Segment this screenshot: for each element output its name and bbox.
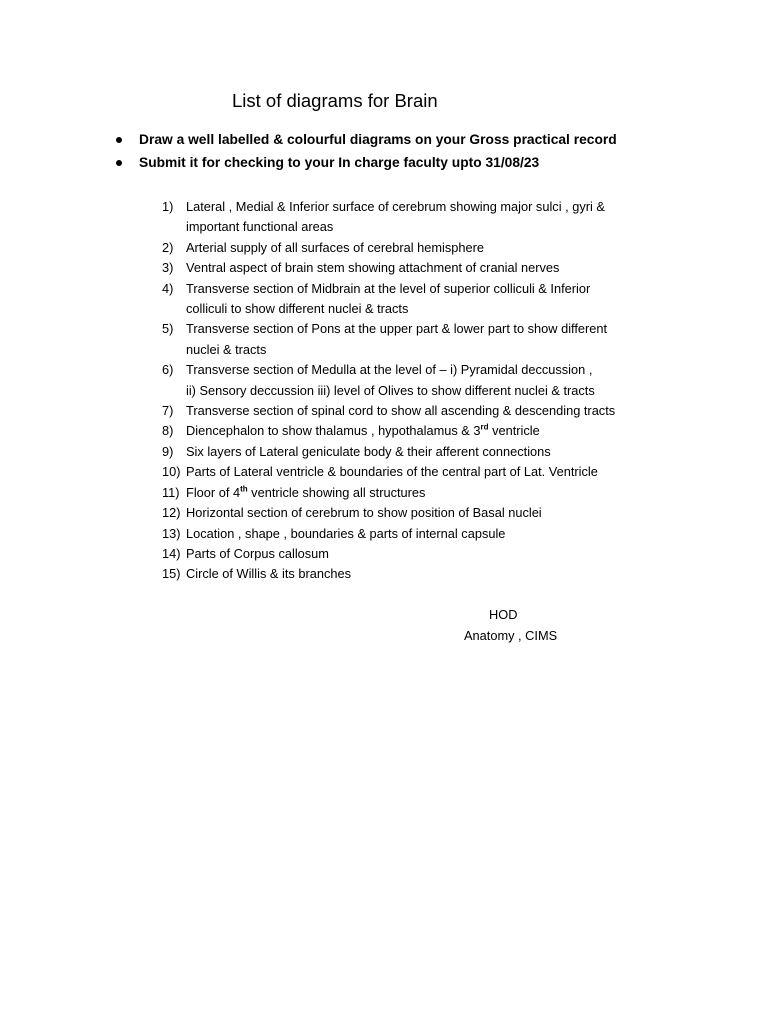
diagram-item-number: 2) — [162, 239, 174, 255]
diagram-item-text — [186, 503, 615, 523]
diagram-item-line — [186, 483, 615, 503]
diagram-item-line: Parts of Lateral ventricle & boundaries of the central part of Lat. Ventricle — [186, 464, 598, 480]
diagram-item-text — [186, 319, 615, 360]
signature-role: HOD — [489, 607, 518, 622]
diagram-item-text — [186, 564, 615, 584]
diagram-list-item — [0, 279, 591, 320]
diagram-item-number: 15) — [162, 566, 181, 582]
diagram-item-line: nuclei & tracts — [186, 341, 267, 357]
diagram-list-item — [0, 401, 616, 421]
diagram-item-line: Transverse section of Pons at the upper part & lower part to show different — [186, 321, 608, 337]
diagram-list-item — [0, 319, 608, 360]
diagram-item-line-end: ventricle showing all structures — [247, 484, 426, 500]
bullet-icon — [116, 160, 122, 166]
diagram-item-line: Arterial supply of all surfaces of cerebral hemisphere — [186, 239, 485, 255]
diagram-item-number: 10) — [162, 464, 181, 480]
diagram-list — [0, 197, 616, 585]
diagram-item-number: 6) — [162, 362, 174, 378]
diagram-item-number: 5) — [162, 321, 174, 337]
diagram-item-number: 14) — [162, 545, 181, 561]
diagram-list-item — [0, 360, 595, 401]
diagram-item-number: 12) — [162, 505, 181, 521]
diagram-item-line: colliculi to show different nuclei & tracts — [186, 301, 409, 317]
diagram-item-line-start: Diencephalon to show thalamus , hypothalamus & 3 — [186, 423, 481, 439]
diagram-item-text — [186, 401, 615, 421]
diagram-list-item — [0, 503, 542, 523]
diagram-item-line: Transverse section of spinal cord to show all ascending & descending tracts — [186, 403, 616, 419]
instruction-text: Draw a well labelled & colourful diagrams on your Gross practical record — [139, 132, 617, 147]
diagram-item-text — [186, 258, 615, 278]
diagram-list-item — [0, 258, 560, 278]
diagram-item-number: 11) — [162, 484, 180, 500]
diagram-list-item — [0, 442, 551, 462]
diagram-item-text — [186, 462, 615, 482]
diagram-item-line: Lateral , Medial & Inferior surface of cerebrum showing major sulci , gyri & — [186, 199, 605, 214]
diagram-item-line: Transverse section of Midbrain at the level of superior colliculi & Inferior — [186, 280, 591, 296]
diagram-list-item — [0, 524, 506, 544]
diagram-list-item — [0, 544, 429, 564]
document-title: List of diagrams for Brain — [232, 90, 438, 111]
diagram-item-text — [186, 279, 615, 320]
diagram-item-line: important functional areas — [186, 219, 334, 235]
diagram-list-item — [0, 462, 598, 482]
diagram-item-text — [186, 238, 615, 258]
diagram-item-text — [186, 524, 615, 544]
diagram-item-number: 8) — [162, 423, 174, 439]
diagram-item-number: 3) — [162, 260, 174, 276]
diagram-list-item — [0, 197, 605, 238]
diagram-item-line-end: ventricle — [488, 423, 540, 439]
diagram-item-number: 9) — [162, 443, 174, 459]
diagram-item-text — [186, 544, 615, 564]
diagram-item-line: Transverse section of Medulla at the level of – i) Pyramidal deccussion , — [186, 362, 593, 378]
diagram-item-number: 1) — [162, 199, 174, 214]
diagram-item-text — [186, 442, 615, 462]
diagram-item-line: Circle of Willis & its branches — [186, 566, 351, 582]
diagram-list-item — [0, 421, 540, 441]
diagram-item-text — [186, 197, 615, 238]
diagram-item-line: ii) Sensory deccussion iii) level of Olives to show different nuclei & tracts — [186, 382, 595, 398]
instruction-text: Submit it for checking to your In charge faculty upto 31/08/23 — [139, 155, 540, 170]
bullet-icon — [116, 137, 122, 143]
diagram-list-item — [0, 483, 429, 503]
ordinal-suffix: th — [240, 484, 248, 494]
ordinal-suffix: rd — [480, 423, 489, 433]
diagram-item-text — [186, 483, 615, 503]
signature-department: Anatomy , CIMS — [464, 628, 558, 643]
diagram-list-item — [0, 238, 485, 258]
diagram-item-line: Six layers of Lateral geniculate body & their afferent connections — [186, 443, 551, 459]
diagram-item-text — [186, 360, 615, 401]
diagram-item-line: Ventral aspect of brain stem showing attachment of cranial nerves — [186, 260, 560, 276]
diagram-item-line: Parts of Corpus callosum — [186, 545, 329, 561]
diagram-item-line: Location , shape , boundaries & parts of internal capsule — [186, 525, 506, 541]
diagram-item-number: 4) — [162, 280, 174, 296]
diagram-item-line: Horizontal section of cerebrum to show position of Basal nuclei — [186, 505, 542, 521]
diagram-item-text — [186, 421, 615, 441]
diagram-list-item — [0, 564, 429, 584]
diagram-item-number: 7) — [162, 403, 174, 419]
diagram-item-line-start: Floor of 4 — [186, 484, 241, 500]
diagram-item-line — [186, 421, 615, 441]
diagram-item-number: 13) — [162, 525, 181, 541]
